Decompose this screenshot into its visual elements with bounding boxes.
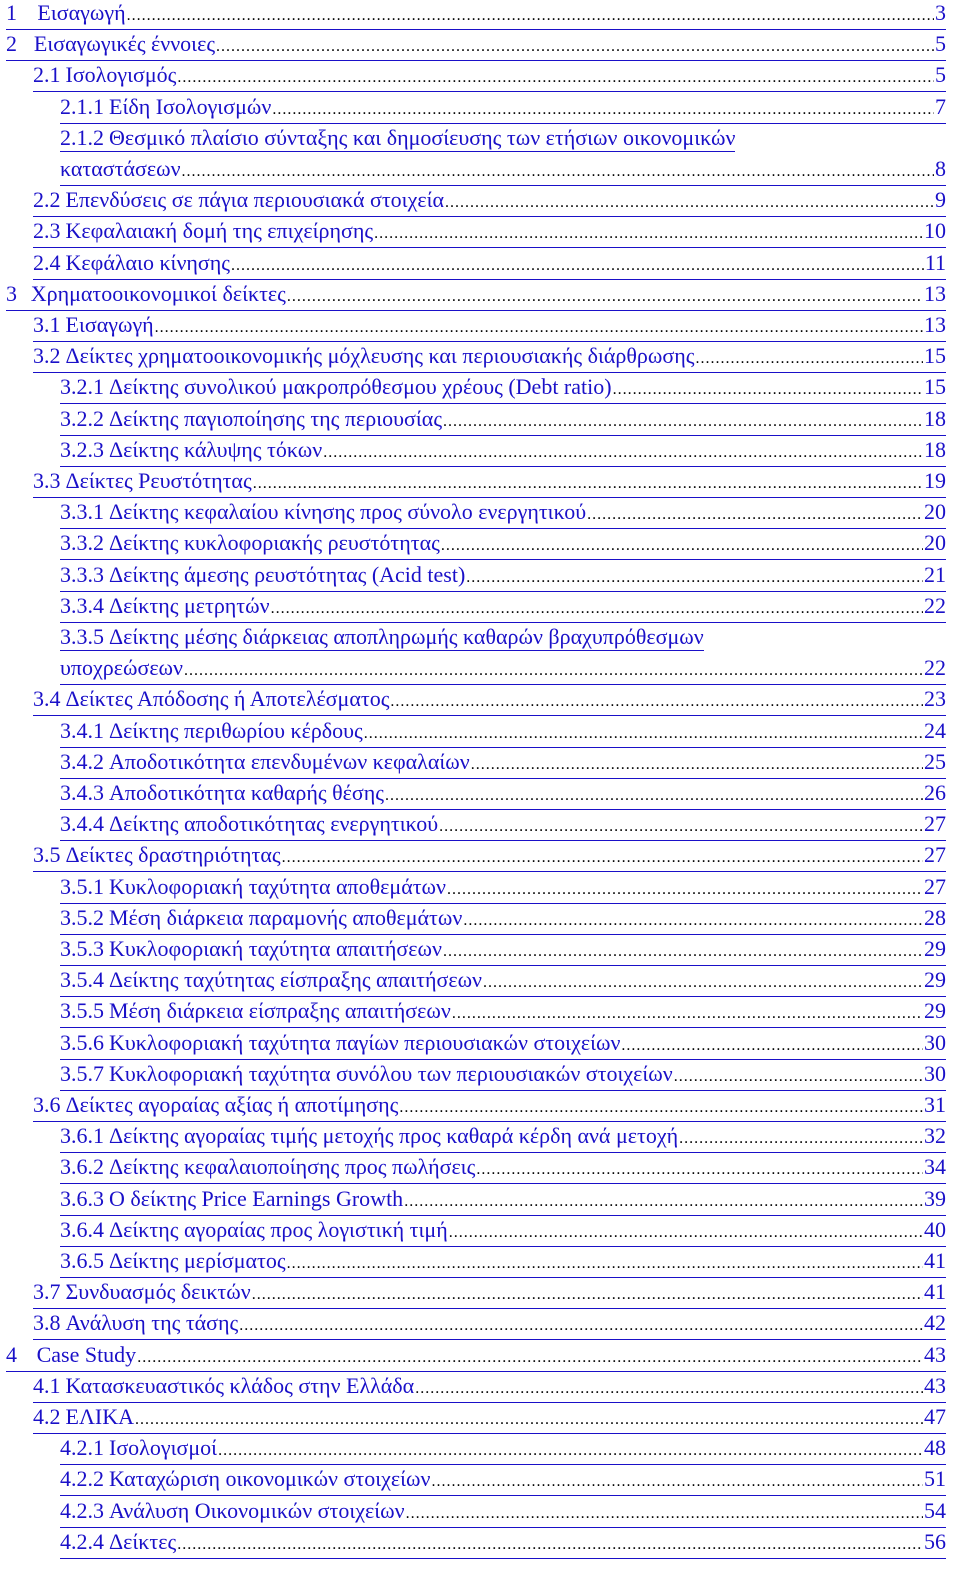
toc-number: 3.6.5 xyxy=(60,1248,104,1273)
toc-page-number: 5 xyxy=(935,31,946,56)
toc-label: Δείκτης μετρητών xyxy=(109,593,270,618)
toc-page-number: 18 xyxy=(924,406,946,431)
toc-number: 3.5.6 xyxy=(60,1030,104,1055)
toc-label: Ανάλυση της τάσης xyxy=(65,1310,239,1335)
toc-entry[interactable] xyxy=(0,874,960,905)
toc-page-number: 39 xyxy=(924,1186,946,1211)
toc-entry[interactable] xyxy=(0,62,960,93)
toc-number: 2 xyxy=(6,31,17,56)
toc-entry[interactable] xyxy=(0,1435,960,1466)
toc-number: 3.3.2 xyxy=(60,530,104,555)
toc-page-number: 18 xyxy=(924,437,946,462)
dot-leader xyxy=(282,845,923,871)
toc-label: Δείκτης μερίσματος xyxy=(109,1248,286,1273)
toc-entry[interactable] xyxy=(0,1061,960,1092)
dot-leader xyxy=(127,3,934,29)
dot-leader xyxy=(239,1313,923,1339)
toc-page-number: 30 xyxy=(924,1030,946,1055)
toc-entry[interactable] xyxy=(0,593,960,624)
toc-page-number: 13 xyxy=(924,312,946,337)
toc-page-number: 20 xyxy=(924,499,946,524)
dot-leader xyxy=(476,1157,923,1183)
toc-label: Δείκτες xyxy=(109,1529,177,1554)
toc-page-number: 13 xyxy=(924,281,946,306)
toc-entry[interactable] xyxy=(0,1123,960,1154)
toc-page-number: 5 xyxy=(935,62,946,87)
toc-number: 3.5 xyxy=(33,842,61,867)
toc-number: 3.5.2 xyxy=(60,905,104,930)
dot-leader xyxy=(390,689,923,715)
dot-leader xyxy=(404,1189,923,1215)
toc-page-number: 26 xyxy=(924,780,946,805)
toc-number: 1 xyxy=(6,0,17,25)
toc-label: Δείκτες Απόδοσης ή Αποτελέσματος xyxy=(65,686,390,711)
toc-label: Εισαγωγή xyxy=(37,0,126,25)
toc-number: 3.4.4 xyxy=(60,811,104,836)
dot-leader xyxy=(323,440,923,466)
dot-leader xyxy=(674,1064,923,1090)
toc-entry[interactable] xyxy=(0,1154,960,1185)
dot-leader xyxy=(385,783,923,809)
toc-label: Δείκτης κυκλοφοριακής ρευστότητας xyxy=(109,530,440,555)
toc-number: 3.5.3 xyxy=(60,936,104,961)
toc-entry[interactable] xyxy=(0,530,960,561)
toc-entry[interactable] xyxy=(0,468,960,499)
toc-number: 3.4.2 xyxy=(60,749,104,774)
dot-leader xyxy=(271,596,923,622)
toc-label: Χρηματοοικονομικοί δείκτες xyxy=(30,281,286,306)
dot-leader xyxy=(364,721,923,747)
toc-page-number: 15 xyxy=(924,374,946,399)
toc-number: 2.2 xyxy=(33,187,61,212)
toc-entry[interactable] xyxy=(0,312,960,343)
toc-page-number: 25 xyxy=(924,749,946,774)
toc-label: Κεφαλαιακή δομή της επιχείρησης xyxy=(65,218,374,243)
toc-page-number: 11 xyxy=(924,250,946,275)
toc-page-number: 10 xyxy=(924,218,946,243)
toc-page-number: 43 xyxy=(924,1342,946,1367)
dot-leader xyxy=(406,1501,923,1527)
dot-leader xyxy=(466,565,923,591)
dot-leader xyxy=(679,1126,923,1152)
dot-leader xyxy=(177,1532,923,1558)
toc-page-number: 27 xyxy=(924,874,946,899)
toc-number: 4.1 xyxy=(33,1373,61,1398)
toc-page-number: 8 xyxy=(935,156,946,181)
toc-label: Εισαγωγικές έννοιες xyxy=(33,31,216,56)
toc-number: 3.1 xyxy=(33,312,61,337)
toc-number: 3.3 xyxy=(33,468,61,493)
toc-page-number: 7 xyxy=(935,94,946,119)
dot-leader xyxy=(483,970,923,996)
toc-number: 2.1.2 xyxy=(60,125,104,150)
toc-entry[interactable] xyxy=(0,1404,960,1435)
toc-page-number: 40 xyxy=(924,1217,946,1242)
toc-number: 3.3.1 xyxy=(60,499,104,524)
toc-number: 2.1.1 xyxy=(60,94,104,119)
toc-label: Κυκλοφοριακή ταχύτητα απαιτήσεων xyxy=(109,936,442,961)
toc-number: 3.5.5 xyxy=(60,998,104,1023)
toc-label: Δείκτες αγοραίας αξίας ή αποτίμησης xyxy=(65,1092,399,1117)
toc-number: 3.3.3 xyxy=(60,562,104,587)
toc-label: Δείκτης αποδοτικότητας ενεργητικού xyxy=(109,811,439,836)
toc-entry[interactable] xyxy=(0,1342,960,1373)
toc-number: 2.4 xyxy=(33,250,61,275)
toc-number: 3.2.1 xyxy=(60,374,104,399)
toc-page-number: 51 xyxy=(924,1466,946,1491)
dot-leader xyxy=(415,1376,923,1402)
toc-label: ΕΛΙΚΑ xyxy=(65,1404,134,1429)
toc-entry[interactable] xyxy=(0,562,960,593)
toc-number: 4.2.2 xyxy=(60,1466,104,1491)
toc-entry[interactable] xyxy=(0,437,960,468)
dot-leader xyxy=(177,65,934,91)
toc-entry[interactable] xyxy=(0,0,960,31)
toc-label: Μέση διάρκεια είσπραξης απαιτήσεων xyxy=(109,998,451,1023)
toc-number: 3.2.2 xyxy=(60,406,104,431)
dot-leader xyxy=(449,1220,923,1246)
toc-label: Δείκτης μέσης διάρκειας αποπληρωμής καθαρών βραχυπρόθεσμων xyxy=(109,624,704,649)
toc-number: 3.6.2 xyxy=(60,1154,104,1179)
toc-page-number: 48 xyxy=(924,1435,946,1460)
toc-page-number: 28 xyxy=(924,905,946,930)
toc-label: Επενδύσεις σε πάγια περιουσιακά στοιχεία xyxy=(65,187,445,212)
dot-leader xyxy=(613,377,923,403)
toc-number: 3.5.1 xyxy=(60,874,104,899)
toc-label: Κυκλοφοριακή ταχύτητα παγίων περιουσιακών στοιχείων xyxy=(109,1030,621,1055)
toc-number: 4.2.1 xyxy=(60,1435,104,1460)
toc-page-number: 56 xyxy=(924,1529,946,1554)
toc-label: Κυκλοφοριακή ταχύτητα αποθεμάτων xyxy=(109,874,446,899)
toc-number: 2.1 xyxy=(33,62,61,87)
dot-leader xyxy=(439,814,923,840)
dot-leader xyxy=(445,190,934,216)
dot-leader xyxy=(216,34,934,60)
toc-number: 3 xyxy=(6,281,17,306)
toc-entry[interactable] xyxy=(0,1092,960,1123)
toc-page-number: 42 xyxy=(924,1310,946,1335)
toc-number: 3.6.1 xyxy=(60,1123,104,1148)
dot-leader xyxy=(443,409,923,435)
toc-number: 3.2 xyxy=(33,343,61,368)
toc-label: Δείκτης κεφαλαίου κίνησης προς σύνολο ενεργητικού xyxy=(109,499,587,524)
toc-page-number: 24 xyxy=(924,718,946,743)
toc-page-number: 43 xyxy=(924,1373,946,1398)
toc-label: Δείκτης περιθωρίου κέρδους xyxy=(109,718,363,743)
toc-label: Δείκτης ταχύτητας είσπραξης απαιτήσεων xyxy=(109,967,483,992)
toc-label: Μέση διάρκεια παραμονής αποθεμάτων xyxy=(109,905,463,930)
toc-label: Συνδυασμός δεικτών xyxy=(65,1279,251,1304)
toc-page-number: 21 xyxy=(924,562,946,587)
dot-leader xyxy=(182,159,934,185)
toc-number: 4 xyxy=(6,1342,17,1367)
toc-page-number: 41 xyxy=(924,1248,946,1273)
toc-number: 3.4 xyxy=(33,686,61,711)
toc-number: 4.2 xyxy=(33,1404,61,1429)
toc-entry[interactable] xyxy=(0,842,960,873)
toc-label: Κεφάλαιο κίνησης xyxy=(65,250,230,275)
toc-entry[interactable] xyxy=(0,1186,960,1217)
toc-entry[interactable] xyxy=(0,31,960,62)
toc-label: Δείκτης αγοραίας τιμής μετοχής προς καθαρά κέρδη ανά μετοχή xyxy=(109,1123,679,1148)
toc-entry[interactable] xyxy=(0,1310,960,1341)
toc-page-number: 9 xyxy=(935,187,946,212)
toc-entry[interactable] xyxy=(0,1466,960,1497)
toc-entry[interactable] xyxy=(0,343,960,374)
toc-number: 2.3 xyxy=(33,218,61,243)
dot-leader xyxy=(431,1469,923,1495)
toc-entry[interactable] xyxy=(0,1217,960,1248)
toc-label: Ισολογισμοί xyxy=(109,1435,218,1460)
toc-label: Θεσμικό πλαίσιο σύνταξης και δημοσίευσης των ετήσιων οικονομικών xyxy=(109,125,736,150)
dot-leader xyxy=(184,658,923,684)
dot-leader xyxy=(135,1407,923,1433)
toc-label-continued: καταστάσεων xyxy=(60,156,181,181)
toc-page-number: 29 xyxy=(924,936,946,961)
toc-page-number: 15 xyxy=(924,343,946,368)
toc-entry[interactable] xyxy=(0,686,960,717)
toc-label: Δείκτης κεφαλαιοποίησης προς πωλήσεις xyxy=(109,1154,476,1179)
toc-number: 3.5.7 xyxy=(60,1061,104,1086)
toc-entry[interactable] xyxy=(0,499,960,530)
toc-page-number: 22 xyxy=(924,655,946,680)
dot-leader xyxy=(695,346,923,372)
toc-page-number: 34 xyxy=(924,1154,946,1179)
toc-entry[interactable] xyxy=(0,1373,960,1404)
dot-leader xyxy=(447,877,923,903)
dot-leader xyxy=(231,253,924,279)
toc-number: 3.6.4 xyxy=(60,1217,104,1242)
dot-leader xyxy=(272,97,934,123)
toc-number: 3.5.4 xyxy=(60,967,104,992)
dot-leader xyxy=(399,1095,923,1121)
toc-number: 3.6 xyxy=(33,1092,61,1117)
toc-label: Δείκτης συνολικού μακροπρόθεσμου χρέους (Debt ratio) xyxy=(109,374,612,399)
toc-entry[interactable] xyxy=(0,967,960,998)
toc-entry[interactable] xyxy=(0,811,960,842)
toc-entry[interactable] xyxy=(0,1030,960,1061)
toc-entry[interactable] xyxy=(0,718,960,749)
toc-label: Καταχώριση οικονομικών στοιχείων xyxy=(109,1466,431,1491)
toc-number: 3.4.3 xyxy=(60,780,104,805)
dot-leader xyxy=(155,315,923,341)
toc-page-number: 47 xyxy=(924,1404,946,1429)
dot-leader xyxy=(587,502,923,528)
toc-label: Δείκτης άμεσης ρευστότητας (Acid test) xyxy=(109,562,466,587)
toc-page-number: 32 xyxy=(924,1123,946,1148)
toc-entry[interactable] xyxy=(0,780,960,811)
toc-label: Δείκτες δραστηριότητας xyxy=(65,842,281,867)
dot-leader xyxy=(253,471,923,497)
toc-entry[interactable] xyxy=(0,749,960,780)
dot-leader xyxy=(471,752,923,778)
dot-leader xyxy=(443,939,923,965)
toc-label-continued: υποχρεώσεων xyxy=(60,655,183,680)
dot-leader xyxy=(287,1251,923,1277)
dot-leader xyxy=(441,533,923,559)
toc-entry[interactable] xyxy=(0,905,960,936)
toc-number: 4.2.3 xyxy=(60,1498,104,1523)
toc-entry[interactable] xyxy=(0,218,960,249)
dot-leader xyxy=(452,1001,923,1027)
toc-number: 3.3.4 xyxy=(60,593,104,618)
toc-entry[interactable] xyxy=(0,94,960,125)
toc-entry[interactable] xyxy=(0,1279,960,1310)
toc-page-number: 27 xyxy=(924,811,946,836)
toc-label: Δείκτες Ρευστότητας xyxy=(65,468,252,493)
toc-label: Κατασκευαστικός κλάδος στην Ελλάδα xyxy=(65,1373,415,1398)
toc-number: 3.3.5 xyxy=(60,624,104,649)
toc-number: 3.2.3 xyxy=(60,437,104,462)
toc-number: 3.6.3 xyxy=(60,1186,104,1211)
toc-page-number: 41 xyxy=(924,1279,946,1304)
toc-label: Εισαγωγή xyxy=(65,312,154,337)
toc-entry[interactable] xyxy=(0,374,960,405)
dot-leader xyxy=(287,284,923,310)
toc-page-number: 54 xyxy=(924,1498,946,1523)
dot-leader xyxy=(463,908,923,934)
toc-label: Αποδοτικότητα καθαρής θέσης xyxy=(109,780,384,805)
toc-number: 3.8 xyxy=(33,1310,61,1335)
toc-entry[interactable] xyxy=(0,125,960,181)
toc-page-number: 27 xyxy=(924,842,946,867)
toc-entry[interactable] xyxy=(0,406,960,437)
toc-page-number: 31 xyxy=(924,1092,946,1117)
toc-page-number: 29 xyxy=(924,967,946,992)
toc-label: Ισολογισμός xyxy=(65,62,177,87)
toc-label: Ο δείκτης Price Earnings Growth xyxy=(109,1186,404,1211)
toc-entry[interactable] xyxy=(0,998,960,1029)
toc-number: 4.2.4 xyxy=(60,1529,104,1554)
toc-page-number: 3 xyxy=(935,0,946,25)
toc-label: Κυκλοφοριακή ταχύτητα συνόλου των περιουσιακών στοιχείων xyxy=(109,1061,673,1086)
toc-number: 3.7 xyxy=(33,1279,61,1304)
toc-entry[interactable] xyxy=(0,624,960,680)
toc-page-number: 20 xyxy=(924,530,946,555)
toc-label: Δείκτες χρηματοοικονομικής μόχλευσης και περιουσιακής διάρθρωσης xyxy=(65,343,695,368)
toc-page-number: 30 xyxy=(924,1061,946,1086)
toc-label: Δείκτης κάλυψης τόκων xyxy=(109,437,323,462)
toc-entry[interactable] xyxy=(0,1498,960,1529)
toc-label: Αποδοτικότητα επενδυμένων κεφαλαίων xyxy=(109,749,470,774)
dot-leader xyxy=(621,1033,923,1059)
toc-page-number: 19 xyxy=(924,468,946,493)
toc-entry[interactable] xyxy=(0,1248,960,1279)
toc-entry[interactable] xyxy=(0,281,960,312)
toc-label: Δείκτης αγοραίας προς λογιστική τιμή xyxy=(109,1217,448,1242)
toc-label: Case Study xyxy=(36,1342,137,1367)
dot-leader xyxy=(137,1345,923,1371)
toc-page-number: 23 xyxy=(924,686,946,711)
dot-leader xyxy=(374,221,923,247)
dot-leader xyxy=(218,1438,923,1464)
toc-entry[interactable] xyxy=(0,250,960,281)
toc-entry[interactable] xyxy=(0,936,960,967)
dot-leader xyxy=(252,1282,923,1308)
toc-page-number: 29 xyxy=(924,998,946,1023)
toc-label: Ανάλυση Οικονομικών στοιχείων xyxy=(109,1498,405,1523)
toc-page-number: 22 xyxy=(924,593,946,618)
toc-label: Είδη Ισολογισμών xyxy=(109,94,272,119)
toc-label: Δείκτης παγιοποίησης της περιουσίας xyxy=(109,406,443,431)
toc-entry[interactable] xyxy=(0,187,960,218)
toc-number: 3.4.1 xyxy=(60,718,104,743)
toc-entry[interactable] xyxy=(0,1529,960,1560)
